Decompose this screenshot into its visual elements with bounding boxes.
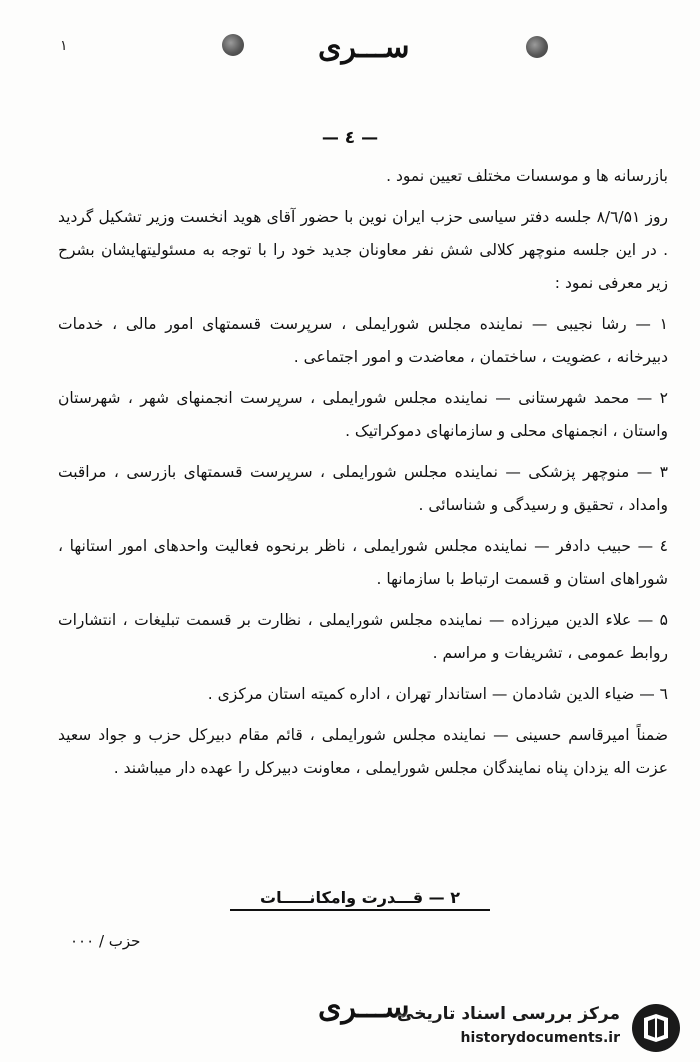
paragraph-meeting: روز ۸/٦/۵۱ جلسه دفتر سیاسی حزب ایران نوین با حضور آقای هوید انخست وزیر تشکیل گردید . در این جلسه منوچهر کلالی شش نفر معاونان جدید خود را با توجه به مسئولیتهایشان بشرح زیر معرفی نمود : <box>58 208 668 292</box>
document-body <box>58 160 668 793</box>
section-heading: ۲ — قـــدرت وامکانـــــات <box>230 888 490 911</box>
party-reference: حزب / ۰۰۰ <box>70 932 141 950</box>
classification-footer: ســـری <box>318 990 410 1025</box>
archive-watermark <box>397 996 690 1056</box>
punch-hole-left <box>222 34 244 56</box>
list-item: ۵ — علاء الدین میرزاده — نماینده مجلس شورایملی ، نظارت بر قسمت تبلیغات ، انتشارات روابط عمومی ، تشریفات و مراسم . <box>58 611 668 662</box>
watermark-url: historydocuments.ir <box>460 1030 620 1046</box>
classification-header: ســـری <box>318 30 410 65</box>
paragraph-closing: ضمناً امیرقاسم حسینی — نماینده مجلس شورایملی ، قائم مقام دبیرکل حزب و جواد سعید عزت اله یزدان پناه نمایندگان مجلس شورایملی ، معاونت دبیرکل را عهده دار میباشند . <box>58 726 668 777</box>
punch-hole-right <box>526 36 548 58</box>
watermark-title: مرکز بررسی اسناد تاریخی <box>397 1004 620 1024</box>
corner-mark: ١ <box>60 38 68 54</box>
list-item: ۲ — محمد شهرستانی — نماینده مجلس شورایملی ، سرپرست انجمنهای شهر ، شهرستان واستان ، انجمنهای محلی و سازمانهای دموکراتیک . <box>58 389 668 440</box>
paragraph-intro: بازرسانه ها و موسسات مختلف تعیین نمود . <box>386 167 668 185</box>
list-item: ۱ — رشا نجیبی — نماینده مجلس شورایملی ، سرپرست قسمتهای امور مالی ، خدمات دبیرخانه ، عضویت ، ساختمان ، معاضدت و امور اجتماعی . <box>58 315 668 366</box>
list-item: ٤ — حبیب دادفر — نماینده مجلس شورایملی ، ناظر برنحوه فعالیت واحدهای امور استانها ، شوراهای استان و قسمت ارتباط با سازمانها . <box>58 537 668 588</box>
list-item: ۳ — منوچهر پزشکی — نماینده مجلس شورایملی ، سرپرست قسمتهای بازرسی ، مراقبت وامداد ، تحقیق و رسیدگی و شناسائی . <box>58 463 668 514</box>
archive-logo-icon <box>630 1002 682 1054</box>
page-number: — ٤ — <box>321 128 379 148</box>
list-item: ٦ — ضیاء الدین شادمان — استاندار تهران ، اداره کمیته استان مرکزی . <box>207 685 668 703</box>
